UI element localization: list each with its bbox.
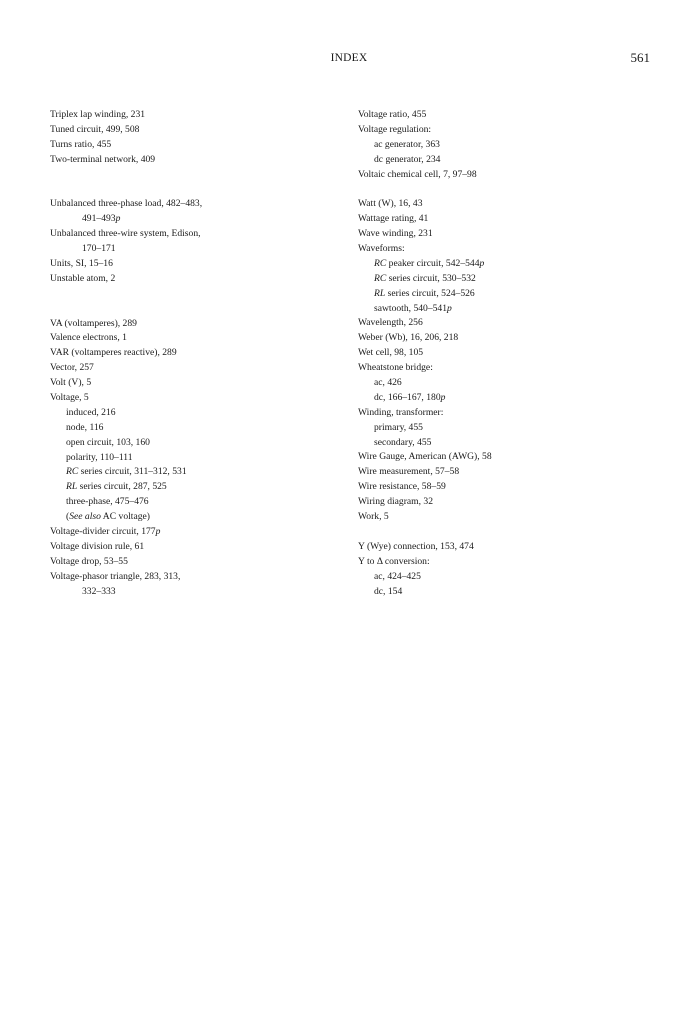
entry-text: three-phase, 475–476 — [66, 496, 149, 508]
index-subentry — [358, 391, 658, 406]
entry-text: Weber (Wb), 16, 206, 218 — [358, 332, 459, 344]
index-entry — [50, 227, 350, 242]
index-entry-continuation — [50, 242, 350, 257]
entry-text: ac, 426 — [374, 377, 402, 389]
index-entry — [358, 168, 658, 183]
entry-text: primary, 455 — [374, 421, 423, 433]
index-entry — [50, 570, 350, 585]
index-entry — [358, 212, 658, 227]
index-entry — [358, 361, 658, 376]
entry-text: Voltage-phasor triangle, 283, 313, — [50, 570, 181, 582]
index-entry — [358, 406, 658, 421]
index-entry — [50, 346, 350, 361]
entry-italic-text: RC — [374, 257, 387, 269]
entry-text: Wavelength, 256 — [358, 317, 423, 329]
entry-text: Unstable atom, 2 — [50, 272, 116, 284]
index-entry — [358, 465, 658, 480]
entry-italic-text: p — [447, 302, 452, 314]
entry-text: open circuit, 103, 160 — [66, 436, 150, 448]
index-subentry — [50, 406, 350, 421]
entry-text: series circuit, 530–532 — [386, 272, 476, 284]
entry-text: Y to Δ conversion: — [358, 555, 430, 567]
entry-text: Wire Gauge, American (AWG), 58 — [358, 451, 492, 463]
index-entry — [50, 540, 350, 555]
index-entry — [50, 555, 350, 570]
index-entry — [358, 316, 658, 331]
entry-text: Wire measurement, 57–58 — [358, 466, 460, 478]
index-subentry — [358, 585, 658, 600]
entry-text: Y (Wye) connection, 153, 474 — [358, 540, 474, 552]
index-entry — [50, 525, 350, 540]
index-entry — [50, 153, 350, 168]
index-entry — [50, 123, 350, 138]
entry-text: Units, SI, 15–16 — [50, 257, 113, 269]
index-entry — [50, 317, 350, 332]
index-column-right — [358, 108, 658, 599]
entry-italic-text: p — [115, 213, 121, 225]
index-entry — [50, 197, 350, 212]
index-subentry — [358, 302, 658, 317]
entry-italic-text: See also — [69, 511, 101, 523]
entry-italic-text: RC — [374, 272, 387, 284]
index-entry — [358, 242, 658, 257]
entry-text: peaker circuit, 542–544 — [386, 257, 480, 269]
index-subentry — [358, 287, 658, 302]
index-subentry — [50, 510, 350, 525]
entry-text: Wiring diagram, 32 — [358, 496, 434, 508]
index-entry — [358, 197, 658, 212]
index-entry — [358, 480, 658, 495]
section-gap — [50, 287, 350, 317]
entry-text: Triplex lap winding, 231 — [50, 109, 146, 120]
index-subentry — [358, 376, 658, 391]
index-subentry — [50, 495, 350, 510]
entry-text: Voltaic chemical cell, 7, 97–98 — [358, 168, 477, 180]
entry-text: Valence electrons, 1 — [50, 332, 127, 344]
entry-text: dc, 166–167, 180 — [374, 391, 441, 403]
entry-text: node, 116 — [66, 421, 104, 433]
entry-text: Wheatstone bridge: — [358, 362, 433, 374]
entry-text: Voltage drop, 53–55 — [50, 555, 128, 567]
index-entry — [358, 108, 658, 123]
entry-text: VA (voltamperes), 289 — [50, 317, 137, 329]
entry-text: Turns ratio, 455 — [50, 138, 112, 150]
index-column-left — [50, 108, 350, 599]
index-subentry — [50, 451, 350, 466]
entry-text: Watt (W), 16, 43 — [358, 198, 423, 210]
entry-text: Unbalanced three-phase load, 482–483, — [50, 198, 203, 210]
index-entry — [50, 138, 350, 153]
entry-text: Work, 5 — [358, 511, 389, 523]
index-entry — [358, 540, 658, 555]
index-entry-continuation — [50, 585, 350, 600]
entry-text: 170–171 — [82, 243, 116, 255]
index-subentry — [358, 436, 658, 451]
index-entry — [50, 331, 350, 346]
section-gap — [358, 182, 658, 197]
entry-text: ac generator, 363 — [374, 138, 440, 150]
entry-text: AC voltage) — [100, 511, 150, 523]
entry-text: series circuit, 524–526 — [385, 287, 475, 299]
entry-text: secondary, 455 — [374, 436, 432, 448]
index-subentry — [50, 480, 350, 495]
entry-italic-text: RC — [66, 466, 79, 478]
index-entry — [358, 555, 658, 570]
index-subentry — [358, 272, 658, 287]
index-subentry — [50, 465, 350, 480]
entry-text: Voltage ratio, 455 — [358, 109, 427, 120]
entry-text: Wet cell, 98, 105 — [358, 347, 424, 359]
entry-text: Two-terminal network, 409 — [50, 153, 156, 165]
entry-text: Voltage, 5 — [50, 391, 89, 403]
entry-text: VAR (voltamperes reactive), 289 — [50, 347, 177, 359]
entry-text: Wire resistance, 58–59 — [358, 481, 446, 493]
entry-text: sawtooth, 540–541 — [374, 302, 448, 314]
index-entry — [50, 108, 350, 123]
entry-italic-text: p — [155, 525, 161, 537]
index-entry — [358, 227, 658, 242]
entry-italic-text: RL — [374, 287, 386, 299]
index-entry — [358, 346, 658, 361]
index-subentry — [50, 421, 350, 436]
index-subentry — [358, 138, 658, 153]
entry-text: Volt (V), 5 — [50, 377, 92, 389]
section-gap — [50, 168, 350, 198]
entry-text: dc, 154 — [374, 585, 403, 597]
entry-text: Vector, 257 — [50, 362, 94, 374]
index-subentry — [358, 257, 658, 272]
section-gap — [358, 525, 658, 540]
index-entry — [358, 450, 658, 465]
index-entry — [358, 123, 658, 138]
entry-text: Waveforms: — [358, 243, 405, 255]
entry-text: Voltage regulation: — [358, 123, 432, 135]
entry-text: series circuit, 311–312, 531 — [78, 466, 187, 478]
entry-text: Tuned circuit, 499, 508 — [50, 123, 140, 135]
running-head: INDEX — [330, 52, 368, 64]
index-entry — [358, 495, 658, 510]
entry-italic-text: RL — [66, 481, 78, 493]
entry-italic-text: p — [440, 391, 446, 403]
index-entry — [358, 331, 658, 346]
index-subentry — [358, 421, 658, 436]
index-entry-continuation — [50, 212, 350, 227]
entry-text: 332–333 — [82, 585, 116, 597]
index-entry — [358, 510, 658, 525]
entry-text: 491–493 — [82, 213, 116, 225]
entry-text: polarity, 110–111 — [66, 451, 133, 463]
entry-text: ac, 424–425 — [374, 570, 421, 582]
index-entry — [50, 361, 350, 376]
entry-text: ( — [66, 511, 70, 523]
entry-italic-text: p — [479, 257, 485, 269]
index-entry — [50, 391, 350, 406]
index-subentry — [358, 570, 658, 585]
entry-text: series circuit, 287, 525 — [77, 481, 167, 493]
index-subentry — [50, 436, 350, 451]
entry-text: Voltage division rule, 61 — [50, 540, 145, 552]
entry-text: Wave winding, 231 — [358, 228, 433, 240]
index-entry — [50, 257, 350, 272]
index-subentry — [358, 153, 658, 168]
entry-text: Wattage rating, 41 — [358, 213, 429, 225]
entry-text: dc generator, 234 — [374, 153, 441, 165]
entry-text: Voltage-divider circuit, 177 — [50, 525, 156, 537]
page-number: 561 — [630, 50, 650, 65]
entry-text: Unbalanced three-wire system, Edison, — [50, 228, 201, 240]
index-entry — [50, 376, 350, 391]
index-entry — [50, 272, 350, 287]
entry-text: Winding, transformer: — [358, 406, 444, 418]
entry-text: induced, 216 — [66, 406, 116, 418]
